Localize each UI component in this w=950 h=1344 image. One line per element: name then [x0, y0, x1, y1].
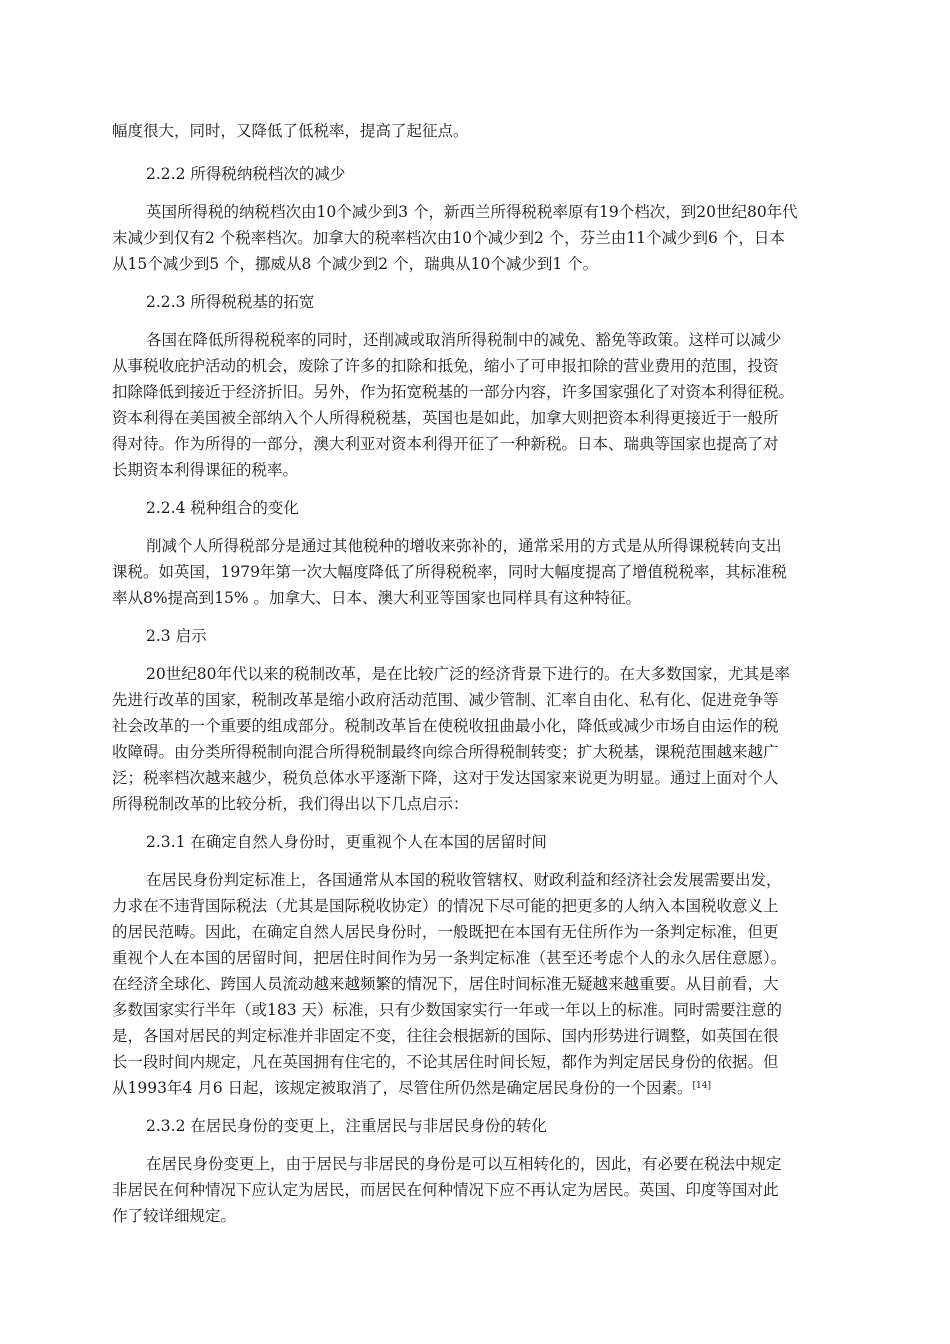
paragraph-line: 扣除降低到接近于经济折旧。另外，作为拓宽税基的一部分内容，许多国家强化了对资本利得征税。: [112, 383, 795, 401]
paragraph-line: 力求在不违背国际税法（尤其是国际税收协定）的情况下尽可能的把更多的人纳入本国税收意义上: [112, 897, 779, 915]
paragraph-line-text: 从1993年4 月6 日起，该规定被取消了，尽管住所仍然是确定居民身份的一个因素。: [112, 1079, 693, 1097]
paragraph-line: 率从8%提高到15% 。加拿大、日本、澳大利亚等国家也同样具有这种特征。: [112, 589, 641, 607]
section-heading-2-2-2: 2.2.2 所得税纳税档次的减少: [146, 165, 346, 183]
section-heading-2-3: 2.3 启示: [146, 627, 207, 645]
paragraph-line: 幅度很大，同时，又降低了低税率，提高了起征点。: [112, 122, 469, 140]
paragraph-line: 重视个人在本国的居留时间，把居住时间作为另一条判定标准（甚至还考虑个人的永久居住意愿）。: [112, 949, 787, 967]
paragraph-line: 在居民身份判定标准上，各国通常从本国的税收管辖权、财政利益和经济社会发展需要出发，: [146, 871, 782, 889]
paragraph-line: 资本利得在美国被全部纳入个人所得税税基，英国也是如此，加拿大则把资本利得更接近于一般所: [112, 409, 779, 427]
paragraph-line: 收障碍。由分类所得税制向混合所得税制最终向综合所得税制转变；扩大税基，课税范围越来越广: [112, 743, 779, 761]
section-heading-2-3-2: 2.3.2 在居民身份的变更上，注重居民与非居民身份的转化: [146, 1117, 547, 1135]
citation-ref: [14]: [692, 1081, 712, 1091]
paragraph-line: 20世纪80年代以来的税制改革，是在比较广泛的经济背景下进行的。在大多数国家，尤其是率: [146, 665, 790, 683]
paragraph-line: 先进行改革的国家，税制改革是缩小政府活动范围、减少管制、汇率自由化、私有化、促进竞争等: [112, 691, 779, 709]
paragraph-line: 课税。如英国，1979年第一次大幅度降低了所得税税率，同时大幅度提高了增值税税率，其标准税: [112, 563, 787, 581]
paragraph-line: 从事税收庇护活动的机会，废除了许多的扣除和抵免，缩小了可申报扣除的营业费用的范围，投资: [112, 357, 779, 375]
paragraph-line: 泛；税率档次越来越少，税负总体水平逐渐下降，这对于发达国家来说更为明显。通过上面对个人: [112, 769, 779, 787]
paragraph-line: 长一段时间内规定，凡在英国拥有住宅的，不论其居住时间长短，都作为判定居民身份的依据。但: [112, 1053, 779, 1071]
paragraph-line: 多数国家实行半年（或183 天）标准，只有少数国家实行一年或一年以上的标准。同时需要注意的: [112, 1001, 783, 1019]
section-heading-2-2-3: 2.2.3 所得税税基的拓宽: [146, 293, 315, 311]
paragraph-line: [112, 1076, 842, 1098]
paragraph-line: 从15个减少到5 个，挪威从8 个减少到2 个，瑞典从10个减少到1 个。: [112, 255, 599, 273]
paragraph-line: 末减少到仅有2 个税率档次。加拿大的税率档次由10个减少到2 个，芬兰由11个减少到6 个，日本: [112, 229, 785, 247]
section-heading-2-3-1: 2.3.1 在确定自然人身份时，更重视个人在本国的居留时间: [146, 833, 547, 851]
paragraph-line: 在居民身份变更上，由于居民与非居民的身份是可以互相转化的，因此，有必要在税法中规定: [146, 1155, 782, 1173]
paragraph-line: 社会改革的一个重要的组成部分。税制改革旨在使税收扭曲最小化，降低或减少市场自由运作的税: [112, 717, 779, 735]
paragraph-line: 在经济全球化、跨国人员流动越来越频繁的情况下，居住时间标准无疑越来越重要。从目前看，大: [112, 975, 779, 993]
paragraph-line: 得对待。作为所得的一部分，澳大利亚对资本利得开征了一种新税。日本、瑞典等国家也提高了对: [112, 435, 779, 453]
paragraph-line: 是，各国对居民的判定标准并非固定不变，往往会根据新的国际、国内形势进行调整，如英国在很: [112, 1027, 779, 1045]
paragraph-line: 非居民在何种情况下应认定为居民，而居民在何种情况下应不再认定为居民。英国、印度等国对此: [112, 1181, 779, 1199]
paragraph-line: 所得税制改革的比较分析，我们得出以下几点启示：: [112, 795, 469, 813]
paragraph-line: 英国所得税的纳税档次由10个减少到3 个，新西兰所得税税率原有19个档次，到20世纪80年代: [146, 203, 798, 221]
paragraph-line: 各国在降低所得税税率的同时，还削减或取消所得税制中的减免、豁免等政策。这样可以减少: [146, 331, 782, 349]
section-heading-2-2-4: 2.2.4 税种组合的变化: [146, 499, 299, 517]
paragraph-line: 长期资本利得课征的税率。: [112, 461, 299, 479]
paragraph-line: 削减个人所得税部分是通过其他税种的增收来弥补的，通常采用的方式是从所得课税转向支出: [146, 537, 782, 555]
paragraph-line: 的居民范畴。因此，在确定自然人居民身份时，一般既把在本国有无住所作为一条判定标准，但更: [112, 923, 779, 941]
paragraph-line: 作了较详细规定。: [112, 1207, 237, 1225]
